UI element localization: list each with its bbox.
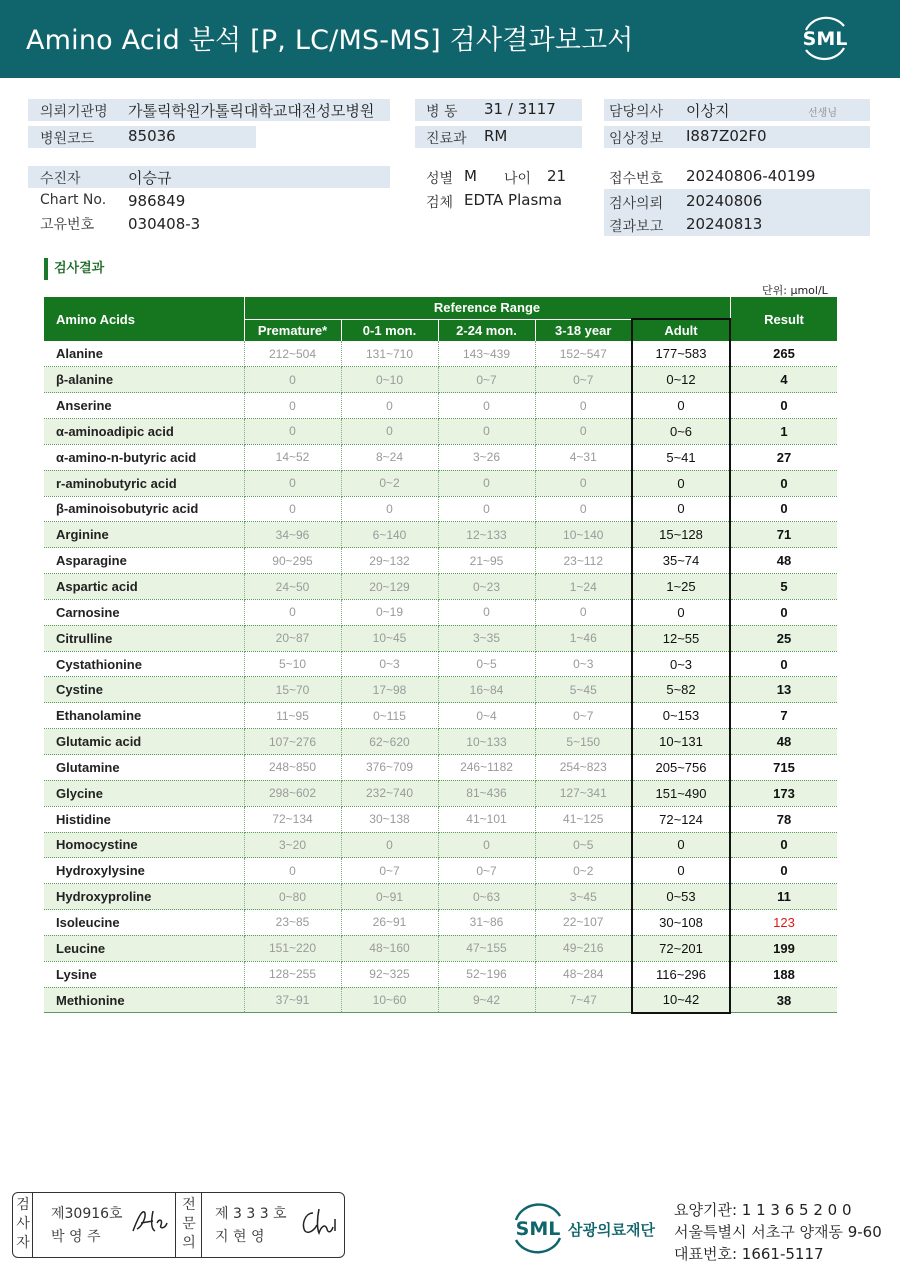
reference-range-cell: 30~138 — [341, 806, 438, 832]
reference-range-cell: 0 — [341, 393, 438, 419]
table-row — [44, 367, 837, 393]
reference-range-cell: 0 — [535, 393, 632, 419]
amino-acid-name: Glutamic acid — [44, 729, 244, 755]
doctor-suffix: 선생님 — [808, 108, 837, 119]
reference-range-cell: 5~45 — [535, 677, 632, 703]
hospital-label: 의뢰기관명 — [40, 104, 108, 120]
col-0-1mon-header: 0-1 mon. — [341, 319, 438, 341]
report-label: 결과보고 — [609, 219, 664, 235]
reference-range-cell: 62~620 — [341, 729, 438, 755]
reference-range-cell: 0 — [244, 419, 341, 445]
org-line1: 요양기관: 1 1 3 6 5 2 0 0 — [674, 1201, 852, 1219]
adult-range-cell: 0 — [632, 496, 730, 522]
result-value: 199 — [730, 935, 837, 961]
table-row — [44, 548, 837, 574]
reference-range-cell: 0 — [438, 470, 535, 496]
reference-range-cell: 14~52 — [244, 444, 341, 470]
reference-range-cell: 20~87 — [244, 625, 341, 651]
reference-range-cell: 107~276 — [244, 729, 341, 755]
reference-range-cell: 0~3 — [341, 651, 438, 677]
reference-range-cell: 12~133 — [438, 522, 535, 548]
result-value: 78 — [730, 806, 837, 832]
report-value: 20240813 — [686, 215, 763, 233]
reference-range-cell: 0 — [341, 419, 438, 445]
sign1-vertical — [15, 1196, 31, 1253]
request-value: 20240806 — [686, 192, 763, 210]
table-row — [44, 419, 837, 445]
dept-label: 진료과 — [426, 131, 467, 147]
hospital-value: 가톨릭학원가톨릭대학교대전성모병원 — [128, 102, 375, 120]
adult-range-cell: 10~42 — [632, 987, 730, 1013]
table-row — [44, 574, 837, 600]
reference-range-cell: 232~740 — [341, 780, 438, 806]
sign1-char: 자 — [16, 1235, 30, 1251]
reference-range-cell: 48~160 — [341, 935, 438, 961]
specimen-value: EDTA Plasma — [464, 191, 563, 209]
table-row — [44, 599, 837, 625]
adult-range-cell: 72~124 — [632, 806, 730, 832]
logo-text: SML — [802, 28, 848, 50]
adult-range-cell: 0 — [632, 599, 730, 625]
reference-range-cell: 41~101 — [438, 806, 535, 832]
result-value: 1 — [730, 419, 837, 445]
ward-label: 병 동 — [426, 104, 458, 120]
result-value: 7 — [730, 703, 837, 729]
reference-range-cell: 20~129 — [341, 574, 438, 600]
amino-acid-name: α-aminoadipic acid — [44, 419, 244, 445]
reference-range-cell: 0~7 — [438, 858, 535, 884]
amino-acid-name: Methionine — [44, 987, 244, 1013]
chart-label: Chart No. — [40, 192, 107, 208]
result-value: 0 — [730, 858, 837, 884]
adult-range-cell: 30~108 — [632, 910, 730, 936]
reference-range-cell: 6~140 — [341, 522, 438, 548]
table-row — [44, 961, 837, 987]
sex-label: 성별 — [426, 171, 454, 187]
clinical-value: I887Z02F0 — [686, 127, 767, 145]
reference-range-cell: 31~86 — [438, 910, 535, 936]
reference-range-cell: 1~24 — [535, 574, 632, 600]
table-row — [44, 729, 837, 755]
unit-label: 단위: μmol/L — [762, 284, 828, 297]
adult-range-cell: 0 — [632, 858, 730, 884]
reference-range-cell: 72~134 — [244, 806, 341, 832]
col-result-header: Result — [730, 297, 837, 341]
adult-range-cell: 5~82 — [632, 677, 730, 703]
amino-acid-name: Hydroxyproline — [44, 884, 244, 910]
amino-acid-name: Carnosine — [44, 599, 244, 625]
amino-acid-name: Glutamine — [44, 755, 244, 781]
reference-range-cell: 254~823 — [535, 755, 632, 781]
result-value: 173 — [730, 780, 837, 806]
result-value: 0 — [730, 393, 837, 419]
reference-range-cell: 0 — [244, 393, 341, 419]
sign2-name: 지 현 영 — [215, 1229, 265, 1245]
adult-range-cell: 0~53 — [632, 884, 730, 910]
adult-range-cell: 0~12 — [632, 367, 730, 393]
reference-range-cell: 0~91 — [341, 884, 438, 910]
reference-range-cell: 128~255 — [244, 961, 341, 987]
sign2-char: 문 — [182, 1216, 196, 1232]
reference-range-cell: 376~709 — [341, 755, 438, 781]
sign1-char: 검 — [16, 1197, 30, 1213]
reference-range-cell: 3~35 — [438, 625, 535, 651]
reference-range-cell: 0~63 — [438, 884, 535, 910]
patient-label: 수진자 — [40, 171, 81, 187]
clinical-label: 임상정보 — [609, 131, 664, 147]
reference-range-cell: 0 — [244, 496, 341, 522]
dept-value: RM — [484, 127, 508, 145]
adult-range-cell: 0~6 — [632, 419, 730, 445]
reference-range-cell: 0~3 — [535, 651, 632, 677]
result-value: 71 — [730, 522, 837, 548]
adult-range-cell: 72~201 — [632, 935, 730, 961]
sign1-number: 제30916호 — [51, 1206, 123, 1222]
reference-range-cell: 4~31 — [535, 444, 632, 470]
section-title: 검사결과 — [44, 258, 104, 280]
org-logo-text: SML — [515, 1218, 561, 1240]
reference-range-cell: 0 — [341, 832, 438, 858]
table-row — [44, 444, 837, 470]
adult-range-cell: 151~490 — [632, 780, 730, 806]
table-row — [44, 470, 837, 496]
result-value: 715 — [730, 755, 837, 781]
reference-range-cell: 0~4 — [438, 703, 535, 729]
reference-range-cell: 0 — [438, 419, 535, 445]
reference-range-cell: 22~107 — [535, 910, 632, 936]
amino-acid-name: β-alanine — [44, 367, 244, 393]
adult-range-cell: 10~131 — [632, 729, 730, 755]
reference-range-cell: 0 — [244, 599, 341, 625]
amino-acid-name: Arginine — [44, 522, 244, 548]
reference-range-cell: 212~504 — [244, 341, 341, 367]
patient-bar — [28, 166, 390, 188]
reference-range-cell: 9~42 — [438, 987, 535, 1013]
reference-range-cell: 3~20 — [244, 832, 341, 858]
reference-range-cell: 48~284 — [535, 961, 632, 987]
adult-range-cell: 12~55 — [632, 625, 730, 651]
result-value: 265 — [730, 341, 837, 367]
result-value: 0 — [730, 651, 837, 677]
receipt-label: 접수번호 — [609, 171, 664, 187]
col-2-24mon-header: 2-24 mon. — [438, 319, 535, 341]
reference-range-cell: 0~80 — [244, 884, 341, 910]
sign1-char: 사 — [16, 1216, 30, 1232]
chart-value: 986849 — [128, 192, 186, 210]
result-value: 188 — [730, 961, 837, 987]
reference-range-cell: 8~24 — [341, 444, 438, 470]
reference-range-cell: 47~155 — [438, 935, 535, 961]
table-row — [44, 393, 837, 419]
table-row — [44, 935, 837, 961]
reference-range-cell: 11~95 — [244, 703, 341, 729]
table-row — [44, 496, 837, 522]
signature-box — [12, 1192, 345, 1258]
reference-range-cell: 24~50 — [244, 574, 341, 600]
amino-acid-name: Hydroxylysine — [44, 858, 244, 884]
result-value: 123 — [730, 910, 837, 936]
reference-range-cell: 0 — [341, 496, 438, 522]
sign2-number: 제 3 3 3 호 — [215, 1206, 287, 1222]
adult-range-cell: 0 — [632, 393, 730, 419]
reference-range-cell: 0~7 — [535, 703, 632, 729]
patient-value: 이승규 — [128, 169, 172, 187]
reference-range-cell: 0~7 — [438, 367, 535, 393]
sign2-char: 의 — [182, 1235, 196, 1251]
table-row — [44, 522, 837, 548]
adult-range-cell: 0~153 — [632, 703, 730, 729]
amino-acid-name: β-aminoisobutyric acid — [44, 496, 244, 522]
reference-range-cell: 15~70 — [244, 677, 341, 703]
amino-acid-name: Glycine — [44, 780, 244, 806]
reference-range-cell: 23~112 — [535, 548, 632, 574]
reference-range-cell: 37~91 — [244, 987, 341, 1013]
reference-range-cell: 34~96 — [244, 522, 341, 548]
age-value: 21 — [547, 167, 567, 185]
result-value: 0 — [730, 599, 837, 625]
reference-range-cell: 0 — [535, 419, 632, 445]
amino-acid-name: Alanine — [44, 341, 244, 367]
sign2-vertical — [181, 1196, 197, 1253]
reference-range-cell: 26~91 — [341, 910, 438, 936]
sml-logo-icon — [796, 12, 854, 64]
result-value: 11 — [730, 884, 837, 910]
table-row — [44, 884, 837, 910]
reference-range-cell: 0 — [438, 496, 535, 522]
reference-range-cell: 49~216 — [535, 935, 632, 961]
adult-range-cell: 116~296 — [632, 961, 730, 987]
table-row — [44, 703, 837, 729]
reference-range-cell: 29~132 — [341, 548, 438, 574]
result-value: 27 — [730, 444, 837, 470]
org-address: 서울특별시 서초구 양재동 9-60 — [674, 1223, 882, 1241]
reference-range-cell: 52~196 — [438, 961, 535, 987]
reference-range-cell: 17~98 — [341, 677, 438, 703]
sex-value: M — [464, 167, 477, 185]
receipt-value: 20240806-40199 — [686, 167, 816, 185]
adult-range-cell: 177~583 — [632, 341, 730, 367]
col-amino-header: Amino Acids — [44, 297, 244, 341]
amino-acid-name: α-amino-n-butyric acid — [44, 444, 244, 470]
amino-acid-name: Lysine — [44, 961, 244, 987]
reference-range-cell: 0~115 — [341, 703, 438, 729]
reference-range-cell: 1~46 — [535, 625, 632, 651]
result-value: 48 — [730, 548, 837, 574]
col-premature-header: Premature* — [244, 319, 341, 341]
result-value: 4 — [730, 367, 837, 393]
table-row — [44, 987, 837, 1013]
reference-range-cell: 0 — [438, 599, 535, 625]
reference-range-cell: 0 — [244, 858, 341, 884]
org-logo-icon — [508, 1198, 568, 1258]
amino-acid-name: Cystathionine — [44, 651, 244, 677]
reference-range-cell: 0~7 — [341, 858, 438, 884]
table-row — [44, 806, 837, 832]
reference-range-cell: 246~1182 — [438, 755, 535, 781]
reference-range-cell: 0 — [438, 393, 535, 419]
result-value: 0 — [730, 496, 837, 522]
reference-range-cell: 0~10 — [341, 367, 438, 393]
reference-range-cell: 131~710 — [341, 341, 438, 367]
amino-acid-name: Ethanolamine — [44, 703, 244, 729]
reference-range-cell: 0 — [438, 832, 535, 858]
reference-range-cell: 143~439 — [438, 341, 535, 367]
doctor-label: 담당의사 — [609, 104, 664, 120]
reference-range-cell: 248~850 — [244, 755, 341, 781]
reference-range-cell: 16~84 — [438, 677, 535, 703]
reference-range-cell: 0~5 — [438, 651, 535, 677]
report-title: Amino Acid 분석 [P, LC/MS-MS] 검사결과보고서 — [26, 25, 634, 56]
code-label: 병원코드 — [40, 131, 95, 147]
table-row — [44, 858, 837, 884]
age-label: 나이 — [504, 171, 532, 187]
col-3-18year-header: 3-18 year — [535, 319, 632, 341]
reference-range-cell: 3~45 — [535, 884, 632, 910]
result-value: 13 — [730, 677, 837, 703]
table-row — [44, 651, 837, 677]
amino-acid-name: Citrulline — [44, 625, 244, 651]
table-row — [44, 677, 837, 703]
reference-range-cell: 7~47 — [535, 987, 632, 1013]
report-header — [0, 0, 900, 78]
table-row — [44, 910, 837, 936]
reference-range-cell: 90~295 — [244, 548, 341, 574]
reference-range-cell: 10~140 — [535, 522, 632, 548]
reference-range-cell: 21~95 — [438, 548, 535, 574]
reference-range-cell: 10~60 — [341, 987, 438, 1013]
col-ref-header: Reference Range — [244, 297, 730, 319]
reference-range-cell: 0 — [535, 496, 632, 522]
unique-value: 030408-3 — [128, 215, 201, 233]
adult-range-cell: 205~756 — [632, 755, 730, 781]
adult-range-cell: 1~25 — [632, 574, 730, 600]
sign1-name: 박 영 주 — [51, 1229, 101, 1245]
reference-range-cell: 0 — [244, 367, 341, 393]
reference-range-cell: 127~341 — [535, 780, 632, 806]
adult-range-cell: 5~41 — [632, 444, 730, 470]
adult-range-cell: 0~3 — [632, 651, 730, 677]
org-name: 삼광의료재단 — [568, 1221, 655, 1239]
reference-range-cell: 0 — [535, 599, 632, 625]
table-row — [44, 755, 837, 781]
signature2-image — [297, 1205, 341, 1239]
amino-acid-name: Cystine — [44, 677, 244, 703]
reference-range-cell: 151~220 — [244, 935, 341, 961]
results-table — [44, 297, 837, 1014]
reference-range-cell: 298~602 — [244, 780, 341, 806]
table-row — [44, 625, 837, 651]
request-label: 검사의뢰 — [609, 196, 664, 212]
specimen-label: 검체 — [426, 195, 454, 211]
result-value: 48 — [730, 729, 837, 755]
table-row — [44, 341, 837, 367]
reference-range-cell: 0 — [535, 470, 632, 496]
reference-range-cell: 152~547 — [535, 341, 632, 367]
reference-range-cell: 5~150 — [535, 729, 632, 755]
reference-range-cell: 0~19 — [341, 599, 438, 625]
code-value: 85036 — [128, 127, 176, 145]
reference-range-cell: 10~133 — [438, 729, 535, 755]
result-value: 0 — [730, 470, 837, 496]
reference-range-cell: 0~2 — [341, 470, 438, 496]
org-phone: 대표번호: 1661-5117 — [674, 1245, 824, 1263]
adult-range-cell: 0 — [632, 832, 730, 858]
reference-range-cell: 23~85 — [244, 910, 341, 936]
reference-range-cell: 0~7 — [535, 367, 632, 393]
signature1-image — [129, 1205, 169, 1237]
reference-range-cell: 41~125 — [535, 806, 632, 832]
reference-range-cell: 10~45 — [341, 625, 438, 651]
col-adult-header: Adult — [632, 319, 730, 341]
adult-range-cell: 15~128 — [632, 522, 730, 548]
amino-acid-name: Homocystine — [44, 832, 244, 858]
unique-label: 고유번호 — [40, 217, 95, 233]
result-value: 38 — [730, 987, 837, 1013]
amino-acid-name: Aspartic acid — [44, 574, 244, 600]
reference-range-cell: 92~325 — [341, 961, 438, 987]
reference-range-cell: 0~23 — [438, 574, 535, 600]
result-value: 25 — [730, 625, 837, 651]
table-row — [44, 780, 837, 806]
amino-acid-name: Leucine — [44, 935, 244, 961]
result-value: 0 — [730, 832, 837, 858]
amino-acid-name: Anserine — [44, 393, 244, 419]
reference-range-cell: 81~436 — [438, 780, 535, 806]
sign2-char: 전 — [182, 1197, 196, 1213]
reference-range-cell: 5~10 — [244, 651, 341, 677]
amino-acid-name: Asparagine — [44, 548, 244, 574]
amino-acid-name: Isoleucine — [44, 910, 244, 936]
amino-acid-name: r-aminobutyric acid — [44, 470, 244, 496]
reference-range-cell: 0 — [244, 470, 341, 496]
reference-range-cell: 3~26 — [438, 444, 535, 470]
adult-range-cell: 0 — [632, 470, 730, 496]
amino-acid-name: Histidine — [44, 806, 244, 832]
table-row — [44, 832, 837, 858]
result-value: 5 — [730, 574, 837, 600]
ward-value: 31 / 3117 — [484, 100, 556, 118]
reference-range-cell: 0~5 — [535, 832, 632, 858]
adult-range-cell: 35~74 — [632, 548, 730, 574]
reference-range-cell: 0~2 — [535, 858, 632, 884]
doctor-value: 이상지 — [686, 102, 730, 120]
